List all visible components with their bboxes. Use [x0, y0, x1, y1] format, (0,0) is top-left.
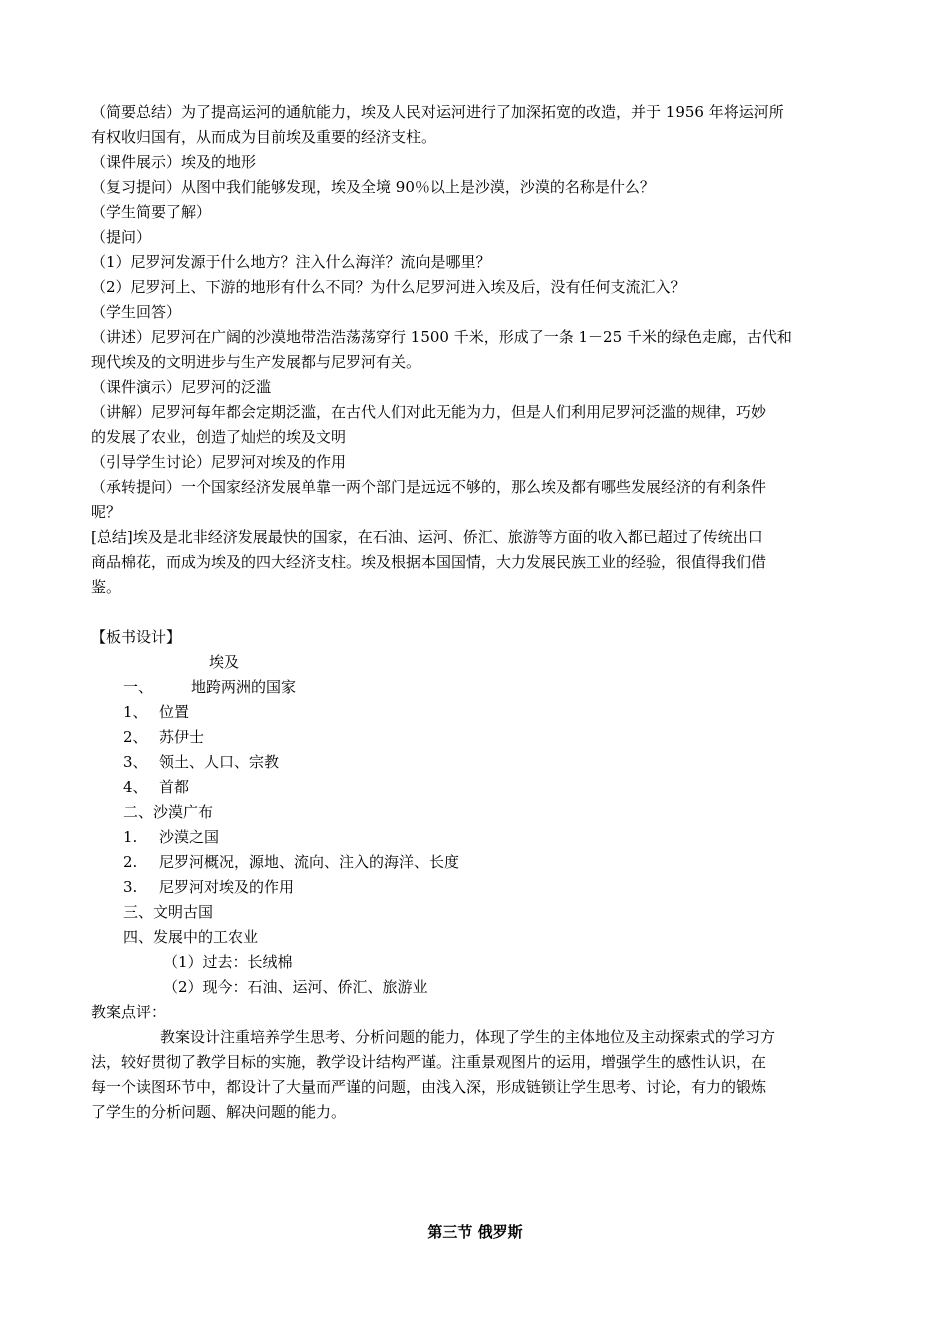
board-part-1-label: 地跨两洲的国家 — [191, 678, 297, 696]
board-item-num: 1、 — [123, 703, 148, 721]
board-item — [123, 777, 189, 797]
lesson-line: （引导学生讨论）尼罗河对埃及的作用 — [91, 453, 347, 471]
lesson-line: 商品棉花，而成为埃及的四大经济支柱。埃及根据本国国情，大力发展民族工业的经验，很值得我们借 — [91, 553, 767, 571]
lesson-line: 现代埃及的文明进步与生产发展都与尼罗河有关。 — [91, 353, 422, 371]
lesson-line: （提问） — [91, 228, 152, 246]
board-item-num: 4、 — [123, 778, 148, 796]
board-item-label: 尼罗河概况，源地、流向、注入的海洋、长度 — [159, 853, 460, 871]
board-part-2: 二、沙漠广布 — [123, 803, 214, 821]
lesson-line: （学生回答） — [91, 303, 182, 321]
lesson-line: 呢？ — [91, 503, 122, 521]
board-item — [123, 827, 219, 847]
lesson-line: （承转提问）一个国家经济发展单靠一两个部门是远远不够的，那么埃及都有哪些发展经济的有利条件 — [91, 478, 767, 496]
review-line: 每一个读图环节中，都设计了大量而严谨的问题，由浅入深，形成链锁让学生思考、讨论，有力的锻炼 — [91, 1078, 767, 1096]
board-item-label: 首都 — [159, 778, 190, 796]
board-item-label: 沙漠之国 — [159, 828, 220, 846]
lesson-line: （简要总结）为了提高运河的通航能力，埃及人民对运河进行了加深拓宽的改造，并于 1956 年将运河所 — [91, 103, 784, 121]
review-line: 教案设计注重培养学生思考、分析问题的能力，体现了学生的主体地位及主动探索式的学习方 — [160, 1028, 776, 1046]
board-heading: 【板书设计】 — [91, 628, 182, 646]
board-part-1-num: 一、 — [123, 678, 154, 696]
lesson-line: （2）尼罗河上、下游的地形有什么不同？为什么尼罗河进入埃及后，没有任何支流汇入？ — [91, 278, 686, 296]
board-part-1 — [123, 677, 296, 697]
review-heading: 教案点评： — [91, 1003, 167, 1021]
board-sub-item: （2）现今：石油、运河、侨汇、旅游业 — [163, 978, 428, 996]
lesson-line: [总结]埃及是北非经济发展最快的国家，在石油、运河、侨汇、旅游等方面的收入都已超过了传统出口 — [91, 528, 763, 546]
lesson-line: （1）尼罗河发源于什么地方？注入什么海洋？流向是哪里？ — [91, 253, 491, 271]
lesson-line: （学生简要了解） — [91, 203, 212, 221]
board-item — [123, 702, 189, 722]
review-line: 了学生的分析问题、解决问题的能力。 — [91, 1103, 347, 1121]
board-item-num: 2、 — [123, 728, 148, 746]
board-item-label: 苏伊士 — [159, 728, 205, 746]
lesson-line: 的发展了农业，创造了灿烂的埃及文明 — [91, 428, 347, 446]
lesson-line: 鉴。 — [91, 578, 122, 596]
board-item-num: 2. — [123, 853, 138, 871]
lesson-line: 有权收归国有，从而成为目前埃及重要的经济支柱。 — [91, 128, 437, 146]
board-part-4: 四、发展中的工农业 — [123, 928, 259, 946]
board-item-num: 1. — [123, 828, 138, 846]
board-part-3: 三、文明古国 — [123, 903, 214, 921]
section-heading: 第三节 俄罗斯 — [427, 1223, 523, 1241]
lesson-line: （讲述）尼罗河在广阔的沙漠地带浩浩荡荡穿行 1500 千米，形成了一条 1－25 千米的绿色走廊，古代和 — [91, 328, 792, 346]
board-item-num: 3、 — [123, 753, 148, 771]
board-item-label: 领土、人口、宗教 — [159, 753, 280, 771]
board-item — [123, 752, 279, 772]
board-item-label: 尼罗河对埃及的作用 — [159, 878, 295, 896]
lesson-line: （复习提问）从图中我们能够发现，埃及全境 90％以上是沙漠，沙漠的名称是什么？ — [91, 178, 655, 196]
board-item — [123, 852, 459, 872]
lesson-line: （课件展示）埃及的地形 — [91, 153, 257, 171]
board-sub-item: （1）过去：长绒棉 — [163, 953, 293, 971]
board-item — [123, 727, 204, 747]
board-title: 埃及 — [209, 653, 240, 671]
review-line: 法，较好贯彻了教学目标的实施，教学设计结构严谨。注重景观图片的运用，增强学生的感性认识，在 — [91, 1053, 767, 1071]
board-item-label: 位置 — [159, 703, 190, 721]
board-item — [123, 877, 294, 897]
board-item-num: 3. — [123, 878, 138, 896]
lesson-line: （课件演示）尼罗河的泛滥 — [91, 378, 272, 396]
lesson-line: （讲解）尼罗河每年都会定期泛滥，在古代人们对此无能为力，但是人们利用尼罗河泛滥的规律，巧妙 — [91, 403, 767, 421]
